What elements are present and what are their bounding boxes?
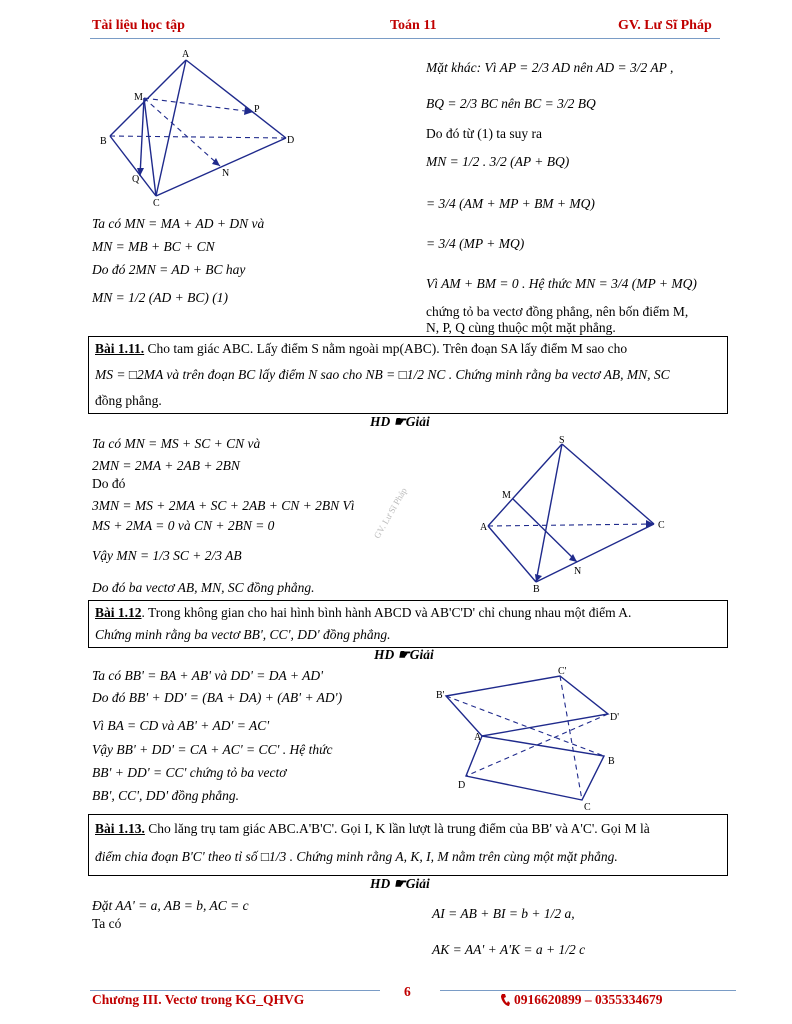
fig1-label-a: A <box>182 49 190 60</box>
fig3-label-d: D <box>458 780 466 791</box>
right-line-9: N, P, Q cùng thuộc một mặt phẳng. <box>426 320 616 335</box>
sol111-line-3: Do đó <box>92 476 126 491</box>
right-line-1: Mặt khác: Vì AP = 2/3 AD nên AD = 3/2 AP , <box>426 60 674 75</box>
footer-rule-left <box>90 990 380 991</box>
sol113-right-line-2: AK = AA' + A'K = a + 1/2 c <box>432 942 586 957</box>
fig1-label-q: Q <box>132 174 140 185</box>
header-left: Tài liệu học tập <box>92 18 185 33</box>
right-line-2: BQ = 2/3 BC nên BC = 3/2 BQ <box>426 96 596 111</box>
footer-phone: 0916620899 – 0355334679 <box>514 992 663 1007</box>
problem-1-13-line-2: điểm chia đoạn B'C' theo tỉ số □1/3 . Chứng minh rằng A, K, I, M nằm trên cùng một mặt phẳng. <box>95 849 618 864</box>
sol112-line-1: Ta có BB' = BA + AB' và DD' = DA + AD' <box>92 668 323 683</box>
fig1-label-c: C <box>153 198 160 206</box>
fig1-label-m: M <box>134 92 143 103</box>
left-line-3: Do đó 2MN = AD + BC hay <box>92 262 246 277</box>
sol112-line-6: BB', CC', DD' đồng phẳng. <box>92 788 240 803</box>
header-center: Toán 11 <box>390 18 437 33</box>
figure-tetrahedron-mnpq <box>98 46 298 206</box>
problem-1-12-title: Bài 1.12 <box>95 605 142 620</box>
sol111-line-5: MS + 2MA = 0 và CN + 2BN = 0 <box>92 518 275 533</box>
fig2-label-n: N <box>574 566 582 577</box>
fig2-label-a: A <box>480 522 488 533</box>
footer-rule-right <box>440 990 736 991</box>
right-line-8: chứng tỏ ba vectơ đồng phẳng, nên bốn điểm M, <box>426 304 689 319</box>
right-line-5: = 3/4 (AM + MP + BM + MQ) <box>426 196 595 211</box>
sol113-left-line-2: Ta có <box>92 916 122 931</box>
right-line-4: MN = 1/2 . 3/2 (AP + BQ) <box>426 154 570 169</box>
fig3-label-a: A <box>474 732 482 743</box>
fig3-label-c: C <box>584 802 591 813</box>
fig2-label-c: C <box>658 520 665 531</box>
hd-solution-1-11: HD ☛Giải <box>370 414 430 429</box>
right-line-7: Vì AM + BM = 0 . Hệ thức MN = 3/4 (MP + MQ) <box>426 276 697 291</box>
footer-chapter: Chương III. Vectơ trong KG_QHVG <box>92 992 305 1007</box>
sol112-line-5: BB' + DD' = CC' chứng tỏ ba vectơ <box>92 765 287 780</box>
left-line-2: MN = MB + BC + CN <box>92 239 215 254</box>
sol111-line-2: 2MN = 2MA + 2AB + 2BN <box>92 458 240 473</box>
right-line-3: Do đó từ (1) ta suy ra <box>426 126 543 141</box>
fig1-label-b: B <box>100 136 107 147</box>
sol112-line-3: Vì BA = CD và AB' + AD' = AC' <box>92 718 270 733</box>
figure-two-parallelograms <box>432 664 632 814</box>
problem-1-13-line-1: Bài 1.13. Cho lăng trụ tam giác ABC.A'B'C'. Gọi I, K lần lượt là trung điểm của BB' và A'C'. Gọi M là <box>95 821 650 836</box>
problem-1-12-line-2: Chứng minh rằng ba vectơ BB', CC', DD' đồng phẳng. <box>95 627 391 642</box>
hd-solution-1-13: HD ☛Giải <box>370 876 430 891</box>
left-line-4: MN = 1/2 (AD + BC) (1) <box>92 290 228 305</box>
header-rule <box>90 38 720 39</box>
sol112-line-4: Vậy BB' + DD' = CA + AC' = CC' . Hệ thức <box>92 742 333 757</box>
fig3-label-b: B <box>608 756 615 767</box>
problem-1-12-line-1: Bài 1.12. Trong không gian cho hai hình bình hành ABCD và AB'C'D' chỉ chung nhau một điểm A. <box>95 605 632 620</box>
sol112-line-2: Do đó BB' + DD' = (BA + DA) + (AB' + AD') <box>92 690 343 705</box>
fig1-label-n: N <box>222 168 230 179</box>
problem-1-11-line-1: Bài 1.11. Cho tam giác ABC. Lấy điểm S nằm ngoài mp(ABC). Trên đoạn SA lấy điểm M sao cho <box>95 341 628 356</box>
watermark: GV. Lư Sĩ Pháp <box>371 485 409 541</box>
header-right: GV. Lư Sĩ Pháp <box>618 18 712 33</box>
sol111-line-6: Vậy MN = 1/3 SC + 2/3 AB <box>92 548 242 563</box>
footer-page-number: 6 <box>404 984 411 999</box>
fig1-label-p: P <box>254 104 260 115</box>
problem-1-13-title: Bài 1.13. <box>95 821 145 836</box>
figure-tetrahedron-sabc <box>478 434 678 594</box>
fig1-label-d: D <box>287 135 295 146</box>
sol113-left-line-1: Đặt AA' = a, AB = b, AC = c <box>92 898 249 913</box>
problem-1-11-line-3: đồng phẳng. <box>95 393 162 408</box>
right-line-6: = 3/4 (MP + MQ) <box>426 236 525 251</box>
fig3-label-d1: D' <box>610 712 620 723</box>
problem-1-11-title: Bài 1.11. <box>95 341 145 356</box>
problem-1-11-box <box>88 336 728 414</box>
problem-1-12-box <box>88 600 728 648</box>
sol111-line-4: 3MN = MS + 2MA + SC + 2AB + CN + 2BN Vì <box>92 498 355 513</box>
problem-1-11-line-2: MS = □2MA và trên đoạn BC lấy điểm N sao cho NB = □1/2 NC . Chứng minh rằng ba vectơ AB, MN, SC <box>95 367 670 382</box>
fig2-label-b: B <box>533 584 540 594</box>
sol113-right-line-1: AI = AB + BI = b + 1/2 a, <box>432 906 575 921</box>
sol111-line-7: Do đó ba vectơ AB, MN, SC đồng phẳng. <box>92 580 315 595</box>
hd-solution-1-12: HD ☛Giải <box>374 647 434 662</box>
phone-icon <box>500 993 510 1007</box>
sol111-line-1: Ta có MN = MS + SC + CN và <box>92 436 261 451</box>
fig3-label-c1: C' <box>558 666 567 677</box>
problem-1-13-box <box>88 814 728 876</box>
fig2-label-s: S <box>559 435 565 446</box>
fig3-label-b1: B' <box>436 690 445 701</box>
left-line-1: Ta có MN = MA + AD + DN và <box>92 216 265 231</box>
fig2-label-m: M <box>502 490 511 501</box>
